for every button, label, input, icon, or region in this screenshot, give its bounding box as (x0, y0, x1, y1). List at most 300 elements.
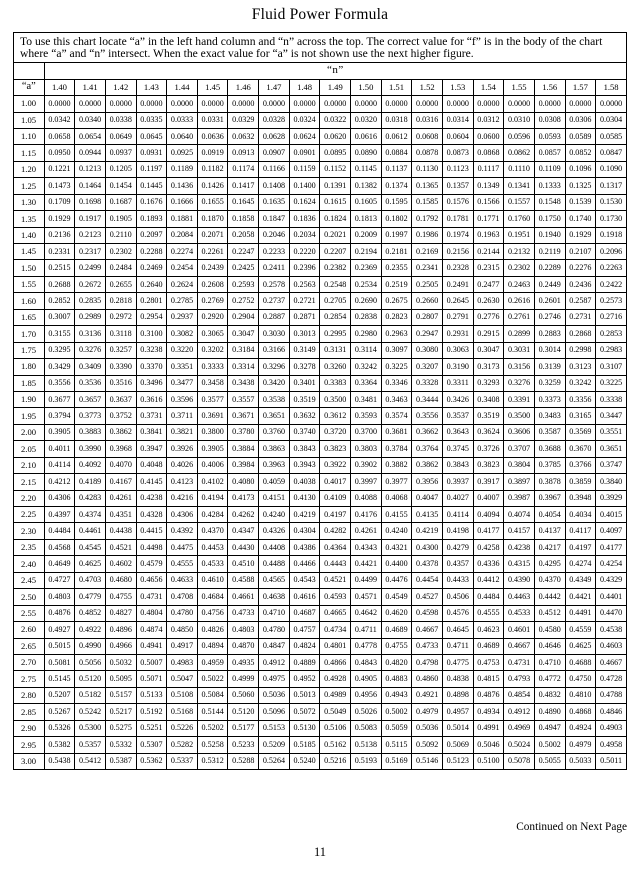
row-header-2-05: 2.05 (14, 441, 45, 457)
table-cell: 0.2317 (75, 244, 106, 260)
table-cell: 0.0314 (442, 112, 473, 128)
column-header-1-42: 1.42 (105, 79, 136, 95)
table-cell: 0.4074 (504, 507, 535, 523)
table-cell: 0.3804 (504, 457, 535, 473)
table-cell: 0.4238 (504, 539, 535, 555)
table-cell: 0.4850 (167, 622, 198, 638)
table-cell: 0.3538 (259, 391, 290, 407)
table-cell: 0.4092 (75, 457, 106, 473)
table-cell: 0.1974 (442, 227, 473, 243)
table-cell: 0.4568 (44, 539, 75, 555)
table-cell: 0.2630 (473, 293, 504, 309)
table-cell: 0.3956 (412, 474, 443, 490)
table-cell: 0.2660 (412, 293, 443, 309)
table-cell: 0.0600 (473, 128, 504, 144)
table-cell: 0.4240 (381, 523, 412, 539)
table-cell: 0.2690 (351, 293, 382, 309)
table-cell: 0.3242 (565, 375, 596, 391)
row-header-1-00: 1.00 (14, 96, 45, 112)
table-cell: 0.1893 (136, 211, 167, 227)
table-cell: 0.4847 (259, 638, 290, 654)
table-cell: 0.5144 (197, 704, 228, 720)
table-cell: 0.0645 (136, 128, 167, 144)
table-cell: 0.4711 (351, 622, 382, 638)
table-cell: 0.3745 (442, 441, 473, 457)
table-cell: 0.0604 (442, 128, 473, 144)
table-cell: 0.4351 (105, 507, 136, 523)
table-cell: 0.2289 (534, 260, 565, 276)
table-cell: 0.4274 (565, 556, 596, 572)
table-cell: 0.4378 (412, 556, 443, 572)
table-cell: 0.4943 (381, 687, 412, 703)
table-cell: 0.4580 (534, 622, 565, 638)
table-cell: 0.3278 (289, 359, 320, 375)
table-cell: 0.3731 (136, 408, 167, 424)
row-header-1-45: 1.45 (14, 244, 45, 260)
table-cell: 0.1454 (105, 178, 136, 194)
table-cell: 0.4094 (473, 507, 504, 523)
row-header-1-40: 1.40 (14, 227, 45, 243)
table-cell: 0.2302 (504, 260, 535, 276)
table-cell: 0.4838 (442, 671, 473, 687)
table-row (14, 523, 627, 539)
table-cell: 0.3905 (197, 441, 228, 457)
table-cell: 0.2071 (197, 227, 228, 243)
table-cell: 0.2931 (442, 326, 473, 342)
row-header-2-35: 2.35 (14, 539, 45, 555)
table-cell: 0.1166 (259, 161, 290, 177)
table-cell: 0.4454 (412, 572, 443, 588)
table-cell: 0.4559 (565, 622, 596, 638)
table-cell: 0.4442 (534, 589, 565, 605)
table-cell: 0.4810 (565, 687, 596, 703)
table-cell: 0.3519 (289, 391, 320, 407)
table-cell: 0.2411 (259, 260, 290, 276)
table-cell: 0.4646 (534, 638, 565, 654)
table-cell: 0.4279 (442, 539, 473, 555)
table-cell: 0.5084 (197, 687, 228, 703)
table-cell: 0.1986 (412, 227, 443, 243)
table-cell: 0.2548 (320, 276, 351, 292)
table-cell: 0.3740 (289, 424, 320, 440)
table-cell: 0.4130 (289, 490, 320, 506)
table-cell: 0.4593 (320, 589, 351, 605)
table-cell: 0.1182 (197, 161, 228, 177)
table-cell: 0.0000 (44, 96, 75, 112)
table-cell: 0.2920 (197, 309, 228, 325)
table-cell: 0.5002 (534, 737, 565, 753)
table-cell: 0.4488 (259, 556, 290, 572)
table-cell: 0.2499 (75, 260, 106, 276)
table-cell: 0.1760 (504, 211, 535, 227)
table-cell: 0.4521 (320, 572, 351, 588)
table-cell: 0.3905 (44, 424, 75, 440)
table-cell: 0.2989 (75, 309, 106, 325)
table-cell: 0.5216 (320, 753, 351, 769)
table-cell: 0.2469 (136, 260, 167, 276)
table-cell: 0.1771 (473, 211, 504, 227)
table-row (14, 326, 627, 342)
table-cell: 0.4757 (289, 622, 320, 638)
table-cell: 0.3429 (44, 359, 75, 375)
table-cell: 0.4947 (534, 720, 565, 736)
table-cell: 0.2123 (75, 227, 106, 243)
table-cell: 0.4212 (44, 474, 75, 490)
table-cell: 0.5282 (167, 737, 198, 753)
table-cell: 0.3671 (228, 408, 259, 424)
table-cell: 0.3662 (412, 424, 443, 440)
table-cell: 0.4935 (228, 654, 259, 670)
table-cell: 0.3780 (228, 424, 259, 440)
row-header-1-55: 1.55 (14, 276, 45, 292)
table-cell: 0.3438 (228, 375, 259, 391)
table-cell: 0.3207 (412, 359, 443, 375)
table-cell: 0.4733 (228, 605, 259, 621)
table-cell: 0.4176 (351, 507, 382, 523)
table-cell: 0.3551 (596, 424, 627, 440)
table-cell: 0.2721 (289, 293, 320, 309)
table-cell: 0.4088 (351, 490, 382, 506)
table-cell: 0.2058 (228, 227, 259, 243)
table-cell: 0.4731 (136, 589, 167, 605)
table-cell: 0.3259 (534, 375, 565, 391)
table-cell: 0.3500 (504, 408, 535, 424)
column-header-1-54: 1.54 (473, 79, 504, 95)
row-header-1-60: 1.60 (14, 293, 45, 309)
table-cell: 0.5182 (75, 687, 106, 703)
table-cell: 0.4896 (105, 622, 136, 638)
table-cell: 0.4304 (289, 523, 320, 539)
table-cell: 0.5007 (136, 654, 167, 670)
table-cell: 0.1918 (596, 227, 627, 243)
table-row (14, 309, 627, 325)
table-cell: 0.3276 (75, 342, 106, 358)
table-cell: 0.5168 (167, 704, 198, 720)
table-cell: 0.3556 (412, 408, 443, 424)
table-cell: 0.3065 (197, 326, 228, 342)
table-cell: 0.1566 (473, 194, 504, 210)
table-cell: 0.1110 (504, 161, 535, 177)
table-cell: 0.1473 (44, 178, 75, 194)
table-cell: 0.2785 (167, 293, 198, 309)
table-cell: 0.4687 (289, 605, 320, 621)
table-cell: 0.3537 (442, 408, 473, 424)
table-cell: 0.4798 (412, 654, 443, 670)
table-cell: 0.4527 (412, 589, 443, 605)
table-cell: 0.1929 (44, 211, 75, 227)
table-cell: 0.5185 (289, 737, 320, 753)
table-cell: 0.3328 (412, 375, 443, 391)
table-cell: 0.3823 (320, 441, 351, 457)
table-cell: 0.1130 (412, 161, 443, 177)
table-cell: 0.5096 (259, 704, 290, 720)
table-cell: 0.4921 (412, 687, 443, 703)
table-cell: 0.1624 (289, 194, 320, 210)
table-row (14, 589, 627, 605)
table-cell: 0.3840 (596, 474, 627, 490)
table-cell: 0.2853 (596, 326, 627, 342)
table-cell: 0.1197 (136, 161, 167, 177)
table-cell: 0.3711 (167, 408, 198, 424)
table-cell: 0.4027 (442, 490, 473, 506)
table-cell: 0.3097 (381, 342, 412, 358)
table-cell: 0.4484 (44, 523, 75, 539)
table-cell: 0.0338 (105, 112, 136, 128)
table-cell: 0.4357 (442, 556, 473, 572)
table-cell: 0.4545 (75, 539, 106, 555)
table-cell: 0.0878 (412, 145, 443, 161)
table-cell: 0.5083 (351, 720, 382, 736)
table-cell: 0.5162 (320, 737, 351, 753)
table-cell: 0.0000 (473, 96, 504, 112)
table-cell: 0.1813 (351, 211, 382, 227)
table-cell: 0.2746 (534, 309, 565, 325)
table-cell: 0.0931 (136, 145, 167, 161)
table-cell: 0.2505 (412, 276, 443, 292)
row-header-1-95: 1.95 (14, 408, 45, 424)
table-cell: 0.4667 (504, 638, 535, 654)
row-header-1-10: 1.10 (14, 128, 45, 144)
table-cell: 0.3643 (442, 424, 473, 440)
table-cell: 0.2425 (228, 260, 259, 276)
table-cell: 0.5207 (44, 687, 75, 703)
table-cell: 0.4656 (136, 572, 167, 588)
table-cell: 0.3637 (105, 391, 136, 407)
table-row (14, 720, 627, 736)
table-cell: 0.3149 (289, 342, 320, 358)
table-cell: 0.0333 (167, 112, 198, 128)
table-cell: 0.1445 (136, 178, 167, 194)
table-cell: 0.1858 (228, 211, 259, 227)
table-cell: 0.3917 (473, 474, 504, 490)
table-row (14, 638, 627, 654)
table-cell: 0.1145 (351, 161, 382, 177)
table-cell: 0.1698 (75, 194, 106, 210)
table-cell: 0.1189 (167, 161, 198, 177)
table-cell: 0.0304 (596, 112, 627, 128)
table-cell: 0.4401 (596, 589, 627, 605)
table-cell: 0.4117 (565, 523, 596, 539)
table-row (14, 753, 627, 769)
table-cell: 0.2084 (167, 227, 198, 243)
table-cell: 0.3123 (565, 359, 596, 375)
row-header-1-80: 1.80 (14, 359, 45, 375)
table-row (14, 539, 627, 555)
table-cell: 0.2331 (44, 244, 75, 260)
table-cell: 0.5060 (228, 687, 259, 703)
table-cell: 0.0907 (259, 145, 290, 161)
table-cell: 0.1870 (197, 211, 228, 227)
table-cell: 0.2954 (136, 309, 167, 325)
table-cell: 0.2276 (565, 260, 596, 276)
table-cell: 0.3707 (504, 441, 535, 457)
table-cell: 0.2519 (381, 276, 412, 292)
table-cell: 0.4047 (412, 490, 443, 506)
table-cell: 0.0308 (534, 112, 565, 128)
table-cell: 0.3409 (75, 359, 106, 375)
table-cell: 0.4412 (473, 572, 504, 588)
table-cell: 0.1365 (412, 178, 443, 194)
table-cell: 0.0649 (105, 128, 136, 144)
table-cell: 0.4733 (412, 638, 443, 654)
table-cell: 0.4820 (381, 654, 412, 670)
table-cell: 0.2587 (565, 293, 596, 309)
row-header-2-10: 2.10 (14, 457, 45, 473)
table-cell: 0.3606 (504, 424, 535, 440)
table-row (14, 276, 627, 292)
table-cell: 0.5078 (504, 753, 535, 769)
table-cell: 0.5024 (504, 737, 535, 753)
table-cell: 0.0329 (228, 112, 259, 128)
table-cell: 0.4731 (504, 654, 535, 670)
table-cell: 0.3536 (75, 375, 106, 391)
table-cell: 0.0000 (197, 96, 228, 112)
table-cell: 0.3841 (136, 424, 167, 440)
table-cell: 0.3963 (259, 457, 290, 473)
table-cell: 0.3556 (44, 375, 75, 391)
table-cell: 0.4645 (442, 622, 473, 638)
table-cell: 0.3823 (473, 457, 504, 473)
table-cell: 0.1221 (44, 161, 75, 177)
table-cell: 0.0000 (167, 96, 198, 112)
table-cell: 0.1576 (442, 194, 473, 210)
table-cell: 0.1341 (504, 178, 535, 194)
table-cell: 0.5092 (412, 737, 443, 753)
table-cell: 0.2207 (320, 244, 351, 260)
table-cell: 0.4343 (351, 539, 382, 555)
table-cell: 0.3997 (351, 474, 382, 490)
column-header-1-51: 1.51 (381, 79, 412, 95)
table-cell: 0.4804 (136, 605, 167, 621)
table-cell: 0.0322 (320, 112, 351, 128)
table-cell: 0.0873 (442, 145, 473, 161)
table-cell: 0.1666 (167, 194, 198, 210)
table-cell: 0.4803 (44, 589, 75, 605)
table-cell: 0.4826 (197, 622, 228, 638)
table-cell: 0.4097 (596, 523, 627, 539)
table-cell: 0.3700 (351, 424, 382, 440)
table-cell: 0.3984 (228, 457, 259, 473)
table-cell: 0.3383 (320, 375, 351, 391)
table-cell: 0.4189 (75, 474, 106, 490)
table-cell: 0.4015 (596, 507, 627, 523)
table-cell: 0.0632 (228, 128, 259, 144)
row-header-2-85: 2.85 (14, 704, 45, 720)
row-header-2-55: 2.55 (14, 605, 45, 621)
table-cell: 0.4470 (596, 605, 627, 621)
table-cell: 0.5014 (442, 720, 473, 736)
table-cell: 0.1635 (259, 194, 290, 210)
table-row (14, 391, 627, 407)
table-cell: 0.3596 (167, 391, 198, 407)
table-cell: 0.5382 (44, 737, 75, 753)
table-cell: 0.3990 (75, 441, 106, 457)
table-cell: 0.3784 (381, 441, 412, 457)
table-cell: 0.3681 (381, 424, 412, 440)
table-cell: 0.5108 (167, 687, 198, 703)
table-row (14, 293, 627, 309)
column-header-1-50: 1.50 (351, 79, 382, 95)
instructions-row (14, 33, 627, 63)
table-cell: 0.5138 (351, 737, 382, 753)
table-cell: 0.4952 (289, 671, 320, 687)
table-row (14, 112, 627, 128)
table-cell: 0.3569 (565, 424, 596, 440)
table-cell: 0.0585 (596, 128, 627, 144)
table-cell: 0.2009 (351, 227, 382, 243)
table-cell: 0.3190 (442, 359, 473, 375)
table-cell: 0.2737 (259, 293, 290, 309)
table-cell: 0.4463 (504, 589, 535, 605)
table-cell: 0.3651 (596, 441, 627, 457)
table-cell: 0.4827 (105, 605, 136, 621)
table-cell: 0.2107 (565, 244, 596, 260)
table-row (14, 161, 627, 177)
table-cell: 0.2980 (351, 326, 382, 342)
table-cell: 0.2791 (442, 309, 473, 325)
table-cell: 0.2645 (442, 293, 473, 309)
column-header-1-44: 1.44 (167, 79, 198, 95)
table-cell: 0.4898 (442, 687, 473, 703)
table-cell: 0.5412 (75, 753, 106, 769)
table-cell: 0.0000 (534, 96, 565, 112)
table-cell: 0.5047 (167, 671, 198, 687)
table-cell: 0.1333 (534, 178, 565, 194)
table-cell: 0.0000 (228, 96, 259, 112)
table-cell: 0.4642 (351, 605, 382, 621)
table-cell: 0.4433 (442, 572, 473, 588)
table-cell: 0.3987 (504, 490, 535, 506)
table-cell: 0.4602 (105, 556, 136, 572)
table-cell: 0.1174 (228, 161, 259, 177)
table-cell: 0.5202 (197, 720, 228, 736)
table-cell: 0.4979 (565, 737, 596, 753)
table-cell: 0.2341 (412, 260, 443, 276)
table-cell: 0.4400 (381, 556, 412, 572)
table-row (14, 211, 627, 227)
table-cell: 0.3926 (167, 441, 198, 457)
table-cell: 0.3007 (44, 309, 75, 325)
table-cell: 0.1792 (412, 211, 443, 227)
table-cell: 0.2776 (473, 309, 504, 325)
table-cell: 0.4155 (381, 507, 412, 523)
table-cell: 0.2119 (534, 244, 565, 260)
table-cell: 0.2534 (351, 276, 382, 292)
table-cell: 0.1836 (289, 211, 320, 227)
table-cell: 0.4576 (442, 605, 473, 621)
table-row (14, 441, 627, 457)
table-cell: 0.4238 (136, 490, 167, 506)
table-cell: 0.4254 (596, 556, 627, 572)
table-cell: 0.2972 (105, 309, 136, 325)
table-cell: 0.2899 (504, 326, 535, 342)
table-cell: 0.2761 (504, 309, 535, 325)
page-title: Fluid Power Formula (251, 6, 389, 23)
table-cell: 0.4506 (442, 589, 473, 605)
table-cell: 0.4135 (412, 507, 443, 523)
table-cell: 0.4421 (351, 556, 382, 572)
table-cell: 0.0624 (289, 128, 320, 144)
table-cell: 0.4966 (105, 638, 136, 654)
table-cell: 0.4068 (381, 490, 412, 506)
table-cell: 0.1400 (289, 178, 320, 194)
table-cell: 0.4667 (596, 654, 627, 670)
table-cell: 0.4991 (473, 720, 504, 736)
table-cell: 0.5123 (442, 753, 473, 769)
table-cell: 0.4258 (473, 539, 504, 555)
table-cell: 0.3063 (442, 342, 473, 358)
table-cell: 0.4661 (228, 589, 259, 605)
